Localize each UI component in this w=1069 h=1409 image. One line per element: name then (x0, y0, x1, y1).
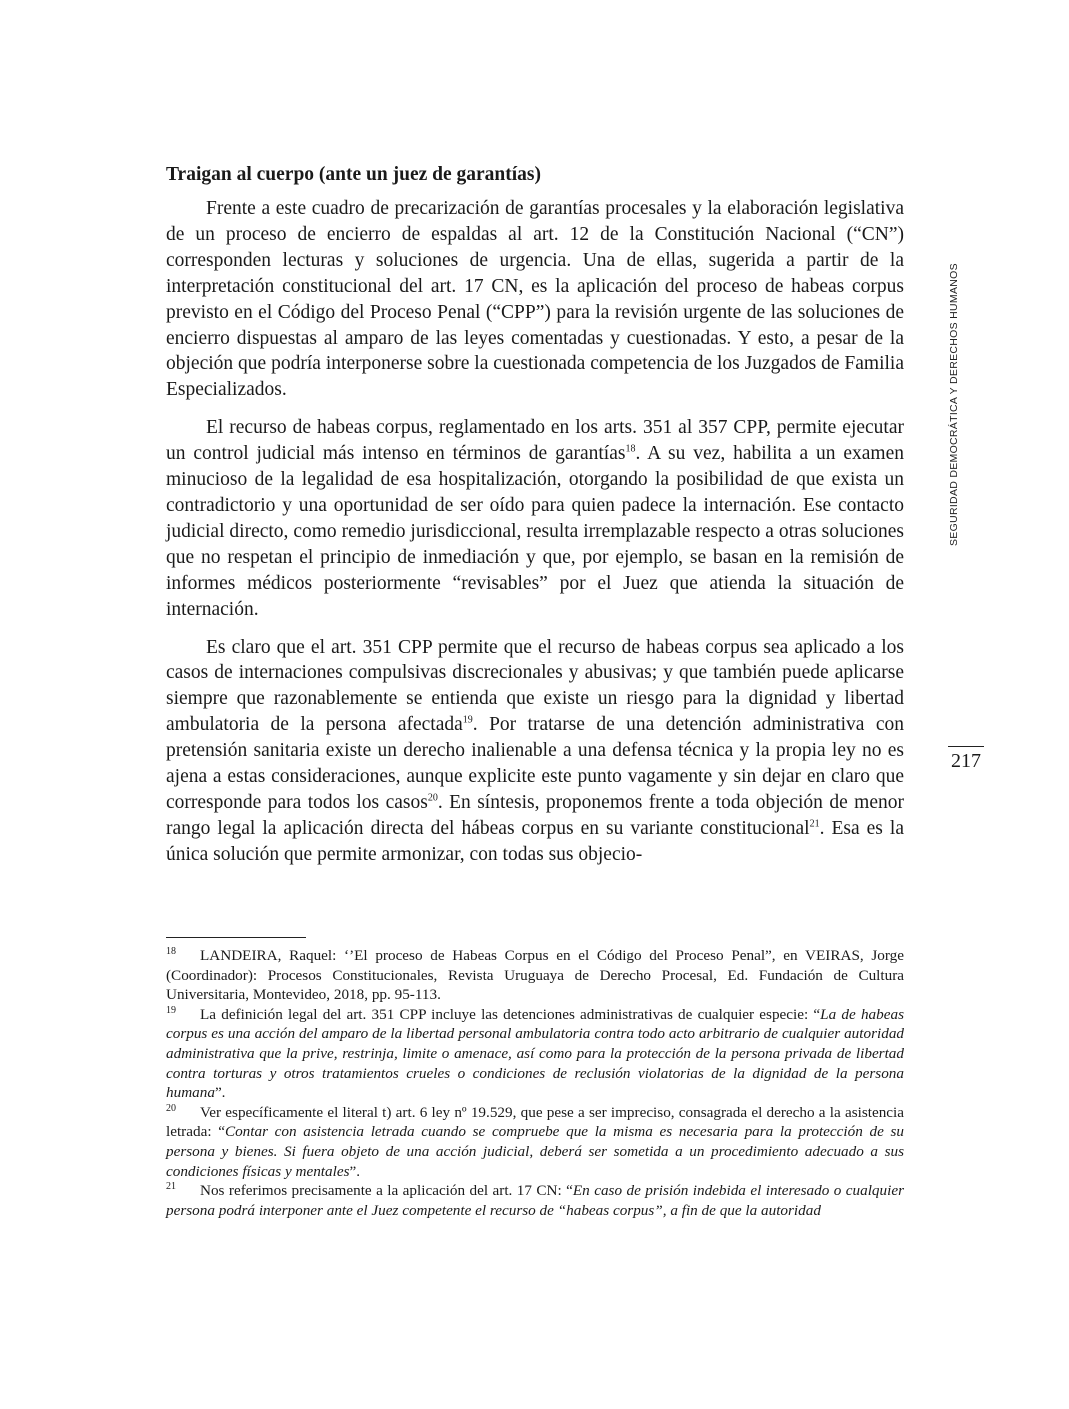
footnote-20: 20 Ver específicamente el literal t) art. 6 ley nº 19.529, que pese a ser impreciso, consagrada el derecho a la asistencia letrada: “Contar con asistencia letrada cuando se compruebe que la misma es necesaria para la protección de su persona y bienes. Si fuera objeto de una acción judicial, deberá ser sometida a un procedimiento adecuado a sus condiciones físicas y mentales”. (166, 1102, 904, 1180)
running-section-title: SEGURIDAD DEMOCRÁTICA Y DERECHOS HUMANOS (948, 263, 960, 547)
footnote-text-tail: ”. (214, 1084, 226, 1102)
footnote-text: LANDEIRA, Raquel: ‘’El proceso de Habeas Corpus en el Código del Proceso Penal”, en VEIRAS, Jorge (Coordinador): Procesos Constitucionales, Revista Uruguaya de Derecho Procesal, Ed. Fundación de Cultura Universitaria, Montevideo, 2018, pp. 95-113. (166, 947, 904, 1004)
page-number-rule (948, 746, 984, 747)
footnote-ref-21[interactable]: 21 (809, 818, 820, 830)
paragraph-text: . A su vez, habilita a un examen minucioso de la legalidad de esa hospitalización, otorgando la posibilidad de que exista un contradictorio y una oportunidad de ser oído para quien padece la internación. Ese contacto judicial directo, como remedio jurisdiccional, resulta irremplazable respecto a otras soluciones que no respetan el principio de inmediación y que, por ejemplo, se basan en la remisión de informes médicos posteriormente “revisables” por el Juez que atienda la situación de internación. (166, 443, 904, 620)
paragraph-text: Es claro que el art. 351 CPP permite que el recurso de habeas corpus sea aplicado a los casos de internaciones compulsivas discrecionales y abusivas; y que también puede aplicarse siempre que razonablemente se entienda que existe un riesgo para la dignidad y libertad ambulatoria de la persona afectada (166, 636, 904, 736)
footnote-19: 19 La definición legal del art. 351 CPP incluye las detenciones administrativas de cualquier especie: “La de habeas corpus es una acción del amparo de la libertad personal ambulatoria contra todo acto arbitrario de cualquier autoridad administrativa que la prive, restrinja, limite o amenace, así como para la protección de la persona privada de libertad contra torturas y otros tratamientos crueles o condiciones de reclusión violatorias de la dignidad de la persona humana”. (166, 1004, 904, 1102)
paragraph-2 (166, 415, 904, 622)
footnote-text: La definición legal del art. 351 CPP incluye las detenciones administrativas de cualquier especie: “ (200, 1005, 821, 1023)
paragraph-text: Frente a este cuadro de precarización de garantías procesales y la elaboración legislativa de un proceso de encierro de espaldas al art. 12 de la Constitución Nacional (“CN”) corresponden lecturas y soluciones de urgencia. Una de ellas, sugerida a partir de la interpretación constitucional del art. 17 CN, es la aplicación del proceso de habeas corpus previsto en el Código del Proceso Penal (“CPP”) para la revisión urgente de las soluciones de encierro dispuestas al amparo de las leyes comentadas y cuestionadas. Y esto, a pesar de la objeción que podría interponerse sobre la cuestionada competencia de los Juzgados de Familia Especializados. (166, 198, 904, 401)
section-heading: Traigan al cuerpo (ante un juez de garantías) (166, 164, 541, 185)
footnote-ref-20[interactable]: 20 (427, 792, 438, 804)
paragraph-1 (166, 196, 904, 403)
footnote-21: 21 Nos referimos precisamente a la aplicación del art. 17 CN: “En caso de prisión indebida el interesado o cualquier persona podrá interponer ante el Juez competente el recurso de “habeas corpus”, a fin de que la autoridad (166, 1181, 904, 1219)
page-number: 217 (951, 750, 981, 772)
main-text (166, 160, 904, 880)
paragraph-text: El recurso de habeas corpus, reglamentado en los arts. 351 al 357 CPP, permite ejecutar un control judicial más intenso en términos de garantías (166, 417, 904, 465)
paragraph-3 (166, 635, 904, 868)
paragraph-text: . En síntesis, proponemos frente a toda objeción de menor rango legal la aplicación directa del hábeas corpus en su variante constitucional (166, 791, 904, 839)
footnote-ref-18[interactable]: 18 (625, 443, 636, 455)
footnote-ref-19[interactable]: 19 (462, 714, 473, 726)
footnote-quote: La de habeas corpus es una acción del amparo de la libertad personal ambulatoria contra todo acto arbitrario de cualquier autoridad administrativa que la prive, restrinja, limite o amenace, así como para la protección de la persona privada de libertad contra torturas y otros tratamientos crueles o condiciones de reclusión violatorias de la dignidad de la persona humana (166, 1005, 904, 1102)
paragraph-text: . Por tratarse de una detención administrativa con pretensión sanitaria existe un derecho inalienable a una defensa técnica y la propia ley no es ajena a estas consideraciones, aunque explicite este punto vagamente y sin dejar en claro que corresponde para todos los casos (166, 714, 905, 813)
footnotes (166, 946, 904, 1220)
paragraph-text: . Esa es la única solución que permite armonizar, con todas sus objecio- (166, 817, 904, 865)
footnote-text: Ver específicamente el literal t) art. 6 ley nº 19.529, que pese a ser impreciso, consagrada el derecho a la asistencia letrada: “ (166, 1103, 904, 1141)
footnote-18: 18 LANDEIRA, Raquel: ‘’El proceso de Habeas Corpus en el Código del Proceso Penal”, en VEIRAS, Jorge (Coordinador): Procesos Constitucionales, Revista Uruguaya de Derecho Procesal, Ed. Fundación de Cultura Universitaria, Montevideo, 2018, pp. 95-113. (166, 945, 904, 1004)
footnote-quote: Contar con asistencia letrada cuando se compruebe que la misma es necesaria para la protección de su persona y bienes. Si fuera objeto de una acción judicial, deberá ser sometida a un procedimiento adecuado a sus condiciones físicas y mentales (166, 1123, 904, 1180)
footnote-text-tail: ”. (349, 1162, 361, 1180)
footnote-text: Nos referimos precisamente a la aplicación del art. 17 CN: “ (200, 1182, 573, 1200)
footnote-separator (166, 937, 306, 938)
footnote-quote: En caso de prisión indebida el interesado o cualquier persona podrá interponer ante el Juez competente el recurso de “habeas corpus”, a fin de que la autoridad (166, 1182, 904, 1219)
